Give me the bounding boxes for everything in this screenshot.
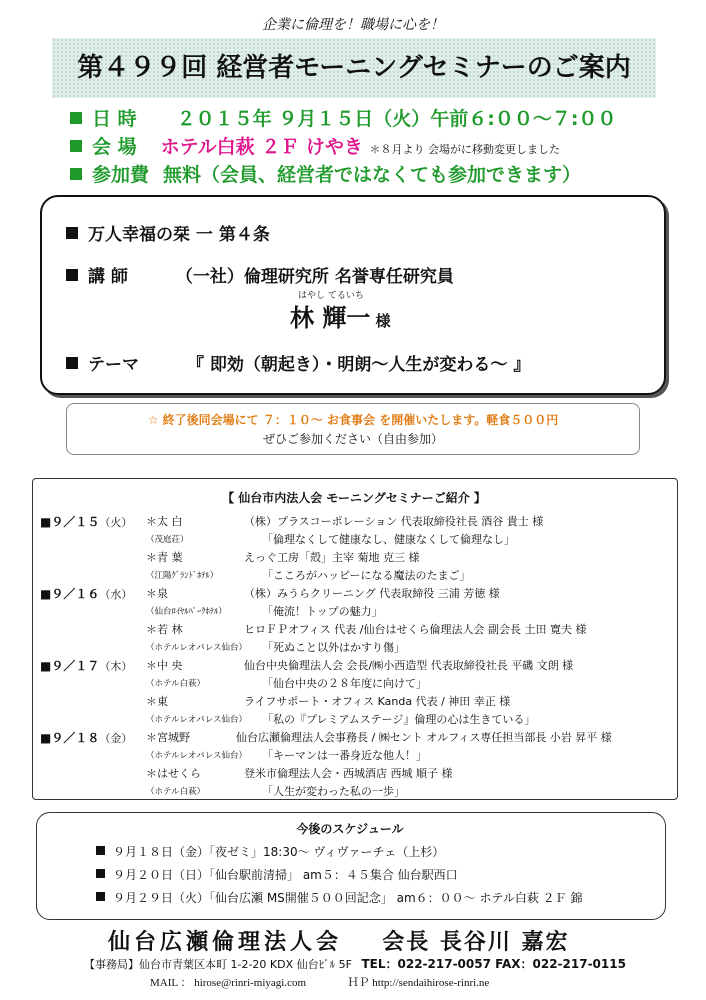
footer-org: 仙台広瀬倫理法人会 [108, 930, 343, 955]
intro-chapter-name: ＊中 央 [146, 659, 183, 672]
meal-line1: ☆ 終了後同会場にて ７：１０～ お食事会 を開催いたします。軽食５００円 [147, 413, 559, 427]
date: ■９／１５ [40, 515, 100, 529]
day-of-week: （水） [99, 588, 133, 601]
fee-label: 参加費 [92, 164, 150, 186]
bullet-square-icon [70, 168, 82, 180]
intro-speaker: （株）みうらクリーニング 代表取締役 三浦 芳徳 様 [244, 587, 500, 600]
intro-chapter-name: ＊泉 [146, 587, 168, 600]
schedule-text: ９月１８日（金）「夜ゼミ」18:30～ ヴィヴァーチェ（上杉） [113, 845, 445, 859]
intro-chapter-name: ＊宮城野 [146, 731, 190, 744]
bullet-square-icon [96, 846, 105, 855]
intro-theme: 「倫理なくして健康なし、健康なくして倫理なし」 [262, 532, 515, 546]
speaker-org: （一社）倫理研究所 名誉専任研究員 [175, 267, 454, 287]
article-row [66, 220, 270, 245]
date: ■９／１８ [40, 731, 100, 745]
intro-heading: 【 仙台市内法人会 モーニングセミナーご紹介 】 [222, 491, 486, 505]
page-title: 第４９９回 経営者モーニングセミナーのご案内 [52, 38, 656, 98]
day-of-week: （金） [99, 732, 133, 745]
intro-speaker: 仙台広瀬倫理法人会事務長 / ㈱セント オルフィス専任担当部長 小岩 昇平 様 [236, 731, 612, 744]
footer-tel-fax: TEL：022-217-0057 FAX：022-217-0115 [361, 957, 626, 971]
footer-mail: MAIL ： hirose@rinri-miyagi.com [150, 977, 307, 989]
speaker-row [66, 262, 454, 287]
intro-theme: 「死ぬこと以外はかすり傷」 [262, 640, 405, 654]
footer-hp: ＨＰ http://sendaihirose-rinri.ne [347, 977, 490, 989]
theme-value: 『 即効（朝起き）・明朗～人生が変わる～ 』 [187, 355, 531, 375]
intro-chapter-name: ＊はせくら [146, 767, 201, 780]
intro-venue: （仙台ﾛｲﾔﾙﾊﾟｰｸﾎﾃﾙ） [146, 606, 227, 617]
bullet-square-icon [96, 869, 105, 878]
intro-theme: 「私の『プレミアムステージ』倫理の心は生きている」 [262, 712, 536, 726]
venue-row [70, 132, 560, 159]
day-of-week: （火） [99, 516, 133, 529]
speaker-label: 講 師 [88, 267, 128, 287]
intro-speaker: ヒロＦＰオフィス 代表 /仙台はせくら倫理法人会 副会長 土田 寛夫 様 [244, 623, 587, 636]
day-of-week: （木） [99, 660, 133, 673]
intro-date [40, 513, 132, 530]
intro-speaker: 登米市倫理法人会・西城酒店 西城 順子 様 [244, 767, 453, 780]
article: 万人幸福の栞 一 第４条 [88, 225, 270, 245]
schedule-text: ９月２９日（火）「仙台広瀬 MS開催５００回記念」 am６：００～ ホテル白萩 ２Ｆ 錦 [113, 891, 583, 905]
intro-date [40, 657, 132, 674]
fee-row [70, 160, 581, 187]
speaker-name: 林 輝一 [290, 304, 371, 332]
schedule-item [96, 866, 458, 883]
intro-venue: （ホテル白萩） [146, 678, 206, 689]
intro-date [40, 729, 132, 746]
footer-office: 【事務局】仙台市青葉区本町 1-2-20 KDX 仙台ﾋﾞﾙ 5F [84, 958, 352, 971]
footer-office-row [84, 955, 626, 972]
intro-speaker: 仙台中央倫理法人会 会長/㈱小西造型 代表取締役社長 平磯 文朗 様 [244, 659, 574, 672]
intro-venue: （ホテルレオパレス仙台） [146, 642, 247, 653]
intro-theme: 「仙台中央の２８年度に向けて」 [262, 676, 427, 690]
datetime-label: 日 時 [92, 108, 137, 130]
theme-row [66, 350, 530, 375]
theme-label: テーマ [88, 355, 139, 375]
bullet-square-icon [96, 892, 105, 901]
footer-contact-row [150, 974, 489, 990]
meal-line2: ぜひご参加ください（自由参加） [262, 432, 443, 446]
schedule-item [96, 843, 444, 860]
schedule-item [96, 889, 583, 906]
intro-theme: 「人生が変わった私の一歩」 [262, 784, 405, 798]
speaker-honorific: 様 [375, 312, 391, 330]
bullet-square-icon [70, 112, 82, 124]
intro-theme: 「俺流！トップの魅力」 [262, 604, 383, 618]
schedule-text: ９月２０日（日）「仙台駅前清掃」 am５：４５集合 仙台駅西口 [113, 868, 458, 882]
intro-venue: （ホテルレオパレス仙台） [146, 750, 247, 761]
intro-venue: （茂庭荘） [146, 534, 189, 545]
venue-value: ホテル白萩 ２Ｆ けやき [160, 136, 363, 158]
venue-label: 会 場 [92, 136, 137, 158]
bullet-square-icon [66, 357, 78, 369]
date: ■９／１６ [40, 587, 100, 601]
bullet-square-icon [70, 140, 82, 152]
date: ■９／１７ [40, 659, 100, 673]
venue-note: ＊８月より 会場がに移動変更しました [369, 143, 561, 156]
datetime-row [70, 104, 616, 131]
intro-speaker: ライフサポート・オフィス Kanda 代表 / 神田 幸正 様 [244, 695, 511, 708]
intro-date [40, 585, 132, 602]
intro-chapter-name: ＊太 白 [146, 515, 183, 528]
intro-speaker: えっぐ工房「殻」主宰 菊地 克三 様 [244, 551, 420, 564]
intro-chapter-name: ＊若 林 [146, 623, 183, 636]
intro-venue: （ホテル白萩） [146, 786, 206, 797]
speaker-name-row [290, 298, 390, 333]
intro-speaker: （株）プラスコーポレーション 代表取締役社長 酒谷 貴士 様 [244, 515, 544, 528]
bullet-square-icon [66, 227, 78, 239]
speaker-ruby: はやし てるいち [298, 291, 364, 301]
intro-venue: （ホテルレオパレス仙台） [146, 714, 247, 725]
intro-chapter-name: ＊東 [146, 695, 168, 708]
footer-president: 会長 長谷川 嘉宏 [382, 930, 570, 955]
intro-venue: （江陽ｸﾞﾗﾝﾄﾞﾎﾃﾙ） [146, 570, 219, 581]
bullet-square-icon [66, 269, 78, 281]
footer-org-row [108, 925, 570, 956]
slogan: 企業に倫理を！職場に心を！ [262, 17, 444, 33]
fee-value: 無料（会員、経営者ではなくても参加できます） [163, 164, 582, 186]
schedule-heading: 今後のスケジュール [296, 822, 404, 836]
datetime-value: ２０１５年 ９月１５日（火）午前６:００～７:００ [176, 108, 617, 130]
intro-theme: 「キーマンは一番身近な他人！」 [262, 748, 427, 762]
intro-theme: 「こころがハッピーになる魔法のたまご」 [262, 568, 471, 582]
intro-chapter-name: ＊青 葉 [146, 551, 183, 564]
